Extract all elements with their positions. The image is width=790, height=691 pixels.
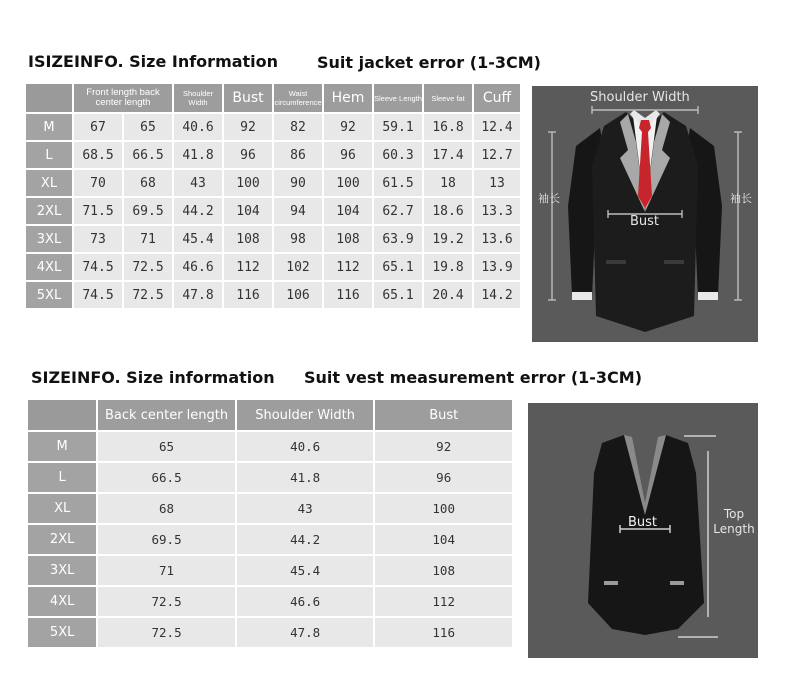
table-cell: 69.5 bbox=[124, 198, 172, 224]
table-row bbox=[28, 556, 512, 585]
table-cell: 65 bbox=[124, 114, 172, 140]
table-row bbox=[26, 282, 520, 308]
table-cell: 92 bbox=[224, 114, 272, 140]
table-cell: 16.8 bbox=[424, 114, 472, 140]
column-header: Back center length bbox=[98, 400, 235, 430]
table-cell: 13.9 bbox=[474, 254, 520, 280]
vest-bust-label: Bust bbox=[628, 515, 658, 530]
top-length-label: Top Length bbox=[713, 507, 755, 536]
table-cell: 20.4 bbox=[424, 282, 472, 308]
table-cell: 92 bbox=[375, 432, 512, 461]
table-cell: 69.5 bbox=[98, 525, 235, 554]
table-cell: 43 bbox=[237, 494, 374, 523]
table-cell: 74.5 bbox=[74, 282, 122, 308]
table-cell: 66.5 bbox=[98, 463, 235, 492]
size-label: 4XL bbox=[26, 254, 72, 280]
table-cell: 65.1 bbox=[374, 282, 422, 308]
table-cell: 96 bbox=[224, 142, 272, 168]
table-cell: 112 bbox=[324, 254, 372, 280]
table-row bbox=[28, 587, 512, 616]
table-cell: 112 bbox=[224, 254, 272, 280]
size-label: 4XL bbox=[28, 587, 96, 616]
vest-error-heading: Suit vest measurement error (1-3CM) bbox=[304, 368, 643, 387]
table-cell: 86 bbox=[274, 142, 322, 168]
table-cell: 102 bbox=[274, 254, 322, 280]
jacket-error-heading: Suit jacket error (1-3CM) bbox=[317, 53, 541, 72]
table-cell: 41.8 bbox=[174, 142, 222, 168]
table-cell: 45.4 bbox=[237, 556, 374, 585]
table-cell: 72.5 bbox=[98, 587, 235, 616]
table-cell: 71.5 bbox=[74, 198, 122, 224]
size-label: L bbox=[28, 463, 96, 492]
table-row bbox=[26, 226, 520, 252]
table-cell: 67 bbox=[74, 114, 122, 140]
vest-size-table bbox=[26, 398, 514, 649]
table-cell: 71 bbox=[98, 556, 235, 585]
table-cell: 46.6 bbox=[237, 587, 374, 616]
table-row bbox=[26, 170, 520, 196]
table-cell: 90 bbox=[274, 170, 322, 196]
table-cell: 74.5 bbox=[74, 254, 122, 280]
table-cell: 18 bbox=[424, 170, 472, 196]
table-cell: 19.8 bbox=[424, 254, 472, 280]
jacket-size-heading: ISIZEINFO. Size Information bbox=[28, 52, 279, 71]
sleeve-length-label-right: 袖长 bbox=[730, 192, 752, 205]
table-cell: 96 bbox=[375, 463, 512, 492]
table-cell: 68.5 bbox=[74, 142, 122, 168]
table-cell: 59.1 bbox=[374, 114, 422, 140]
column-header: Bust bbox=[375, 400, 512, 430]
table-cell: 13 bbox=[474, 170, 520, 196]
table-cell: 108 bbox=[224, 226, 272, 252]
column-header: Hem bbox=[324, 84, 372, 112]
table-cell: 104 bbox=[375, 525, 512, 554]
size-label: M bbox=[26, 114, 72, 140]
table-cell: 82 bbox=[274, 114, 322, 140]
table-cell: 92 bbox=[324, 114, 372, 140]
table-cell: 116 bbox=[375, 618, 512, 647]
vest-diagram bbox=[528, 403, 758, 658]
table-cell: 44.2 bbox=[174, 198, 222, 224]
table-cell: 72.5 bbox=[98, 618, 235, 647]
table-cell: 60.3 bbox=[374, 142, 422, 168]
column-header: Shoulder Width bbox=[237, 400, 374, 430]
table-row bbox=[26, 114, 520, 140]
column-header: Sleeve Length bbox=[374, 84, 422, 112]
table-cell: 13.3 bbox=[474, 198, 520, 224]
size-label: 3XL bbox=[28, 556, 96, 585]
table-cell: 41.8 bbox=[237, 463, 374, 492]
table-cell: 104 bbox=[224, 198, 272, 224]
table-cell: 19.2 bbox=[424, 226, 472, 252]
table-cell: 72.5 bbox=[124, 254, 172, 280]
table-row bbox=[26, 254, 520, 280]
table-row bbox=[26, 142, 520, 168]
table-corner-cell bbox=[26, 84, 72, 112]
table-cell: 108 bbox=[324, 226, 372, 252]
table-cell: 45.4 bbox=[174, 226, 222, 252]
table-cell: 73 bbox=[74, 226, 122, 252]
column-header: Waist circumference bbox=[274, 84, 322, 112]
table-cell: 94 bbox=[274, 198, 322, 224]
table-row bbox=[28, 618, 512, 647]
size-label: L bbox=[26, 142, 72, 168]
table-cell: 12.4 bbox=[474, 114, 520, 140]
shoulder-width-label: Shoulder Width bbox=[590, 90, 690, 105]
jacket-diagram bbox=[532, 86, 758, 342]
table-cell: 106 bbox=[274, 282, 322, 308]
table-corner-cell bbox=[28, 400, 96, 430]
table-row bbox=[28, 463, 512, 492]
table-row bbox=[28, 525, 512, 554]
table-cell: 65 bbox=[98, 432, 235, 461]
size-label: 2XL bbox=[26, 198, 72, 224]
size-label: 5XL bbox=[28, 618, 96, 647]
table-cell: 68 bbox=[98, 494, 235, 523]
size-label: XL bbox=[26, 170, 72, 196]
table-cell: 100 bbox=[224, 170, 272, 196]
table-cell: 13.6 bbox=[474, 226, 520, 252]
size-label: M bbox=[28, 432, 96, 461]
table-cell: 72.5 bbox=[124, 282, 172, 308]
table-cell: 43 bbox=[174, 170, 222, 196]
size-label: 5XL bbox=[26, 282, 72, 308]
table-cell: 44.2 bbox=[237, 525, 374, 554]
table-cell: 18.6 bbox=[424, 198, 472, 224]
sleeve-length-label-left: 袖长 bbox=[538, 192, 560, 205]
table-cell: 46.6 bbox=[174, 254, 222, 280]
table-cell: 47.8 bbox=[174, 282, 222, 308]
column-header: Bust bbox=[224, 84, 272, 112]
table-cell: 65.1 bbox=[374, 254, 422, 280]
table-row bbox=[28, 494, 512, 523]
vest-size-heading: SIZEINFO. Size information bbox=[31, 368, 275, 387]
table-row bbox=[26, 198, 520, 224]
size-label: 2XL bbox=[28, 525, 96, 554]
table-cell: 98 bbox=[274, 226, 322, 252]
table-cell: 12.7 bbox=[474, 142, 520, 168]
table-cell: 108 bbox=[375, 556, 512, 585]
table-cell: 100 bbox=[375, 494, 512, 523]
table-cell: 100 bbox=[324, 170, 372, 196]
table-cell: 96 bbox=[324, 142, 372, 168]
table-row bbox=[28, 432, 512, 461]
table-cell: 14.2 bbox=[474, 282, 520, 308]
size-label: 3XL bbox=[26, 226, 72, 252]
column-header: Shoulder Width bbox=[174, 84, 222, 112]
table-cell: 116 bbox=[324, 282, 372, 308]
table-cell: 66.5 bbox=[124, 142, 172, 168]
table-cell: 40.6 bbox=[237, 432, 374, 461]
table-cell: 112 bbox=[375, 587, 512, 616]
table-cell: 104 bbox=[324, 198, 372, 224]
table-cell: 68 bbox=[124, 170, 172, 196]
column-header: Front length back center length bbox=[74, 84, 172, 112]
column-header: Cuff bbox=[474, 84, 520, 112]
table-cell: 47.8 bbox=[237, 618, 374, 647]
table-cell: 70 bbox=[74, 170, 122, 196]
table-cell: 63.9 bbox=[374, 226, 422, 252]
column-header: Sleeve fat bbox=[424, 84, 472, 112]
table-cell: 116 bbox=[224, 282, 272, 308]
bust-label: Bust bbox=[630, 214, 660, 229]
table-cell: 71 bbox=[124, 226, 172, 252]
table-cell: 61.5 bbox=[374, 170, 422, 196]
size-label: XL bbox=[28, 494, 96, 523]
table-cell: 62.7 bbox=[374, 198, 422, 224]
table-cell: 17.4 bbox=[424, 142, 472, 168]
table-cell: 40.6 bbox=[174, 114, 222, 140]
jacket-size-table bbox=[24, 82, 522, 310]
